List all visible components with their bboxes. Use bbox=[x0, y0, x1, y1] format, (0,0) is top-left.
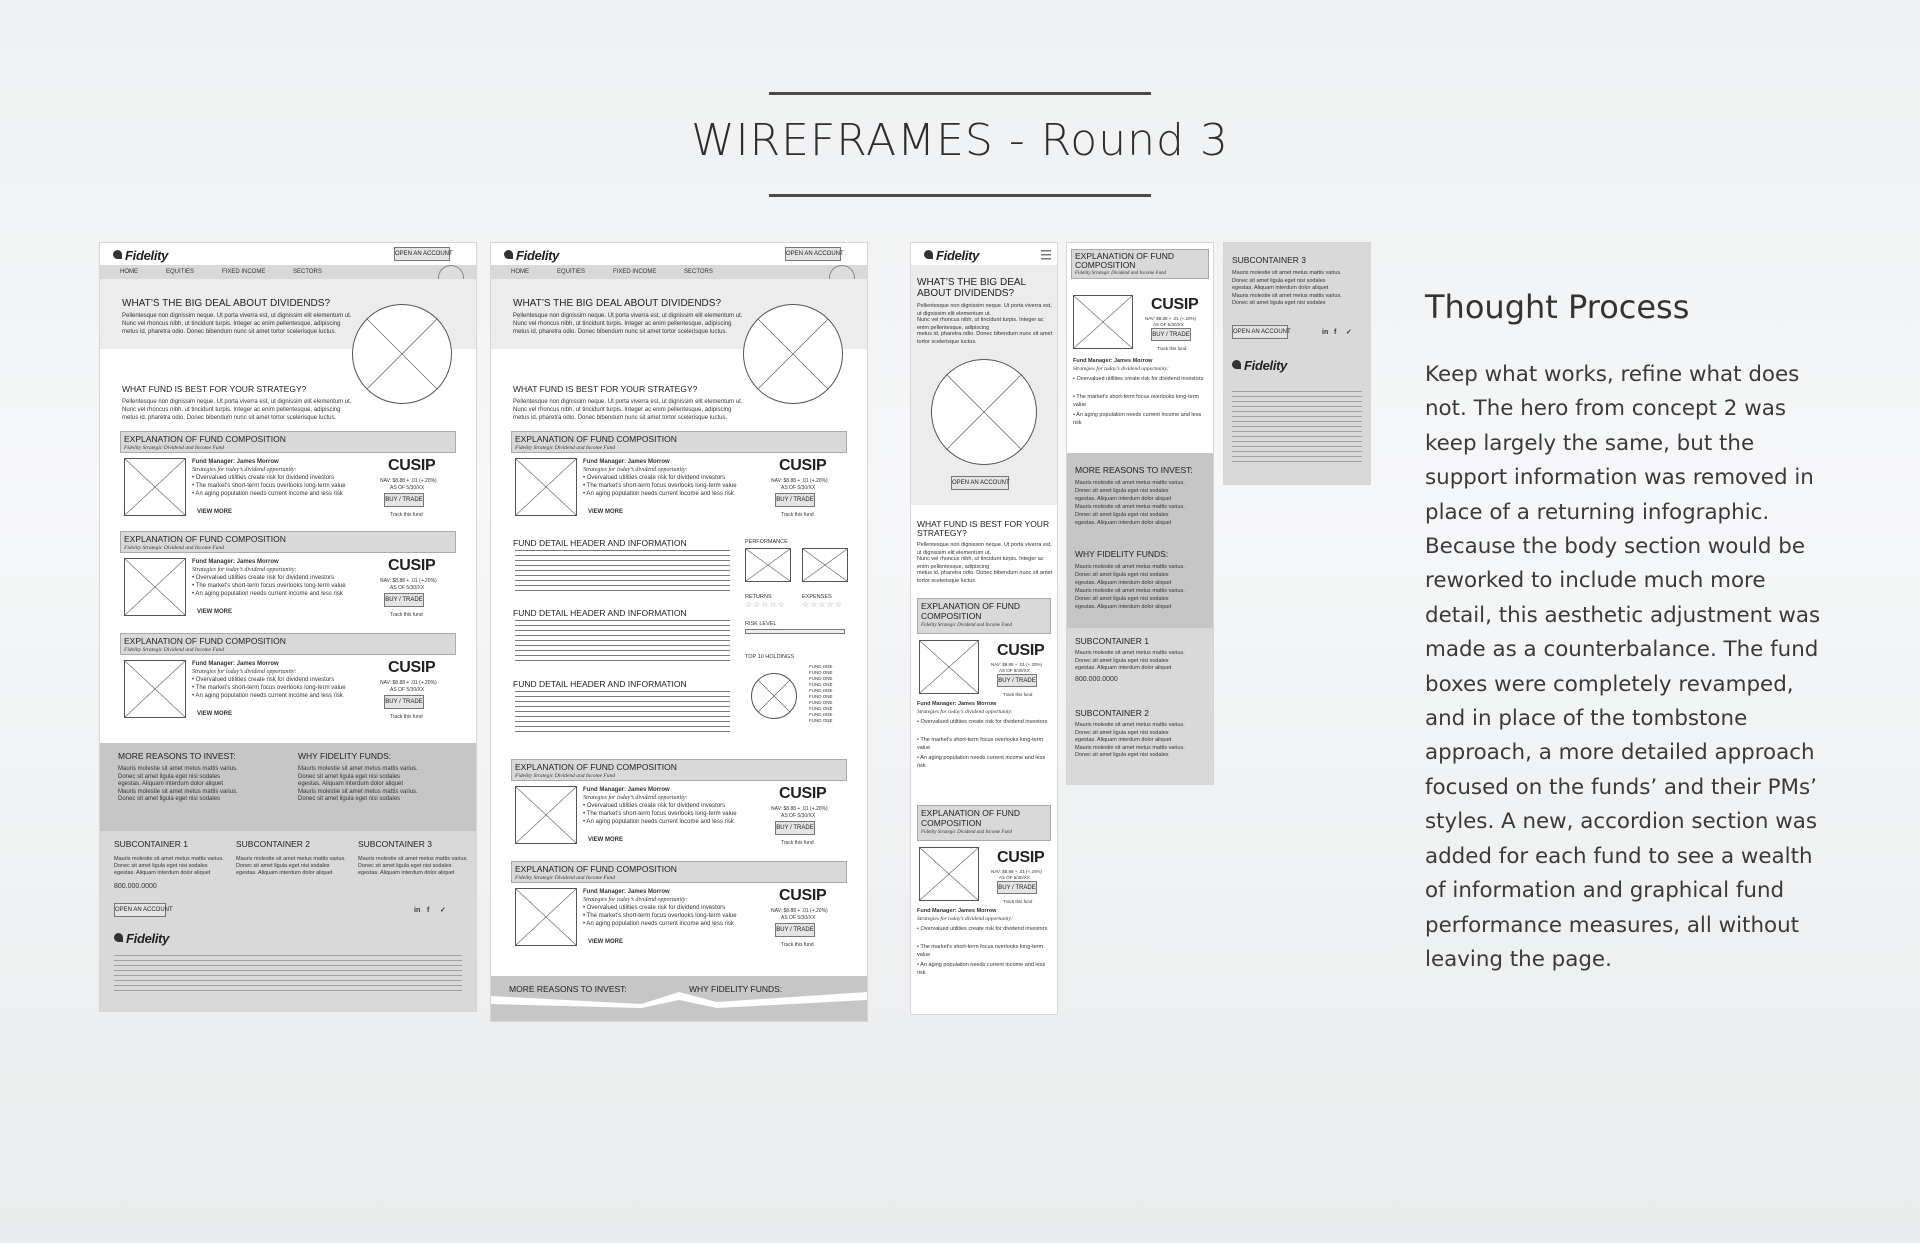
fund-bullet: • Overvalued utilities create risk for dividend investors bbox=[917, 719, 1048, 725]
hero-title-line-2: ABOUT DIVIDENDS? bbox=[917, 288, 1015, 299]
track-fund-link: Track this fund bbox=[1003, 899, 1033, 904]
fund-detail-header: FUND DETAIL HEADER AND INFORMATION bbox=[513, 679, 687, 689]
top-holdings-label: TOP 10 HOLDINGS bbox=[745, 654, 795, 660]
cusip-label: CUSIP bbox=[779, 785, 827, 802]
fund-bullet: • The market’s short-term focus overlooks long-term value bbox=[917, 737, 1044, 751]
fund-manager: Fund Manager: James Morrow bbox=[917, 701, 997, 707]
track-fund-link: Track this fund bbox=[781, 942, 814, 948]
fund-nav-price: NAV: $8.88 + .01 (+.20%) bbox=[380, 578, 437, 584]
footer-legal-text bbox=[114, 955, 462, 991]
fund-bullet: • An aging population needs current income and less risk bbox=[192, 491, 343, 497]
fund-image-placeholder bbox=[124, 458, 186, 516]
strategy-title-line-1: WHAT FUND IS BEST FOR YOUR bbox=[917, 519, 1050, 529]
fund-image-placeholder bbox=[515, 888, 577, 946]
reasons-body-line: Donec sit amet ligula eget nisi sodales bbox=[1075, 596, 1169, 602]
subcontainer-body-line: egestas. Aliquam interdum dolor aliquet bbox=[1075, 665, 1172, 671]
expenses-stars: ☆☆☆☆☆ bbox=[802, 600, 843, 609]
reasons-body-line: Mauris molestie sit amet metus mattis varius. bbox=[118, 788, 238, 795]
strategy-body-line: Nunc vel rhoncus nibh, ut tincidunt turpis. Integer ac enim pellentesque, adipiscing bbox=[513, 407, 732, 413]
fund-header-subtitle: Fidelity Strategic Dividend and Income Fund bbox=[515, 445, 616, 451]
fund-bullet: • The market’s short-term focus overlooks long-term value bbox=[192, 583, 346, 589]
holding-item: FUND ONE bbox=[809, 676, 833, 681]
fund-bullet: • The market’s short-term focus overlooks long-term value bbox=[192, 483, 346, 489]
reasons-body-line: Donec sit amet ligula eget nisi sodales bbox=[118, 773, 221, 780]
track-fund-link: Track this fund bbox=[390, 714, 423, 720]
strategy-body-line: Pellentesque non dignissim neque. Ut porta viverra est, ut dignissim elit elementum ut. bbox=[917, 542, 1052, 556]
hero-body-line: metus id, pharetra odio. Donec bibendum nunc sit amet tortor scelerisque luctus. bbox=[513, 329, 728, 335]
fund-nav-price: NAV: $8.88 + .01 (+.20%) bbox=[991, 869, 1043, 874]
fund-manager: Fund Manager: James Morrow bbox=[583, 787, 670, 793]
fund-nav-price: NAV: $8.88 + .01 (+.20%) bbox=[1145, 316, 1197, 321]
hamburger-icon[interactable] bbox=[1041, 250, 1051, 260]
returns-stars: ☆☆☆☆☆ bbox=[745, 600, 786, 609]
subcontainer-body-line: Donec sit amet ligula eget nisi sodales bbox=[358, 863, 452, 869]
fund-header-title: EXPLANATION OF FUND COMPOSITION bbox=[124, 534, 286, 544]
footer-fidelity-logo[interactable]: Fidelity bbox=[126, 931, 170, 946]
reasons-body-line: egestas. Aliquam interdum dolor aliquet bbox=[298, 781, 404, 787]
fund-manager: Fund Manager: James Morrow bbox=[1073, 358, 1153, 364]
hero-body-line: metus id, pharetra odio. Donec bibendum nunc sit amet tortor scelerisque luctus. bbox=[917, 331, 1053, 345]
fund-manager: Fund Manager: James Morrow bbox=[192, 661, 279, 667]
cusip-label: CUSIP bbox=[997, 642, 1045, 659]
strategy-title-line-2: STRATEGY? bbox=[917, 528, 967, 538]
nav-item-fixed-income[interactable]: FIXED INCOME bbox=[222, 269, 266, 275]
subcontainer-body-line: Mauris molestie sit amet metus mattis varius. bbox=[236, 856, 346, 862]
fund-bullet: • Overvalued utilities create risk for dividend investors bbox=[192, 677, 335, 683]
cusip-label: CUSIP bbox=[388, 557, 436, 574]
footer-legal-text bbox=[1232, 391, 1362, 463]
fund-image-placeholder bbox=[515, 786, 577, 844]
buy-trade-button[interactable]: BUY / TRADE bbox=[775, 923, 815, 937]
reasons-body-line: Donec sit amet ligula eget nisi sodales bbox=[1075, 572, 1169, 578]
subcontainer-body-line: egestas. Aliquam interdum dolor aliquet bbox=[1075, 737, 1172, 743]
strategy-body-line: metus id, pharetra odio. Donec bibendum nunc sit amet tortor scelerisque luctus. bbox=[917, 570, 1053, 584]
risk-level-bar bbox=[745, 629, 845, 634]
thought-process-body bbox=[1425, 358, 1850, 977]
fund-strategy: Strategies for today’s dividend opportunity: bbox=[1073, 366, 1169, 372]
nav-bar bbox=[491, 265, 867, 279]
hero-open-account-button[interactable]: OPEN AN ACCOUNT bbox=[951, 476, 1009, 490]
fund-manager: Fund Manager: James Morrow bbox=[192, 459, 279, 465]
fund-strategy: Strategies for today’s dividend opportunity: bbox=[583, 467, 688, 473]
fund-bullet: • Overvalued utilities create risk for dividend investors bbox=[192, 575, 335, 581]
reasons-body-line: Mauris molestie sit amet metus mattis varius. bbox=[1075, 564, 1185, 570]
fidelity-logo[interactable]: Fidelity bbox=[125, 248, 169, 263]
buy-trade-button[interactable]: BUY / TRADE bbox=[775, 821, 815, 835]
track-fund-link: Track this fund bbox=[390, 512, 423, 518]
fund-header-title: EXPLANATION OF FUND COMPOSITION bbox=[124, 434, 286, 444]
fund-bullet: • The market’s short-term focus overlooks long-term value bbox=[1073, 394, 1200, 408]
open-account-button[interactable]: OPEN AN ACCOUNT bbox=[785, 247, 841, 261]
fund-strategy: Strategies for today’s dividend opportunity: bbox=[192, 669, 297, 675]
view-more-link: VIEW MORE bbox=[588, 509, 624, 515]
performance-chart-1 bbox=[745, 548, 791, 582]
cusip-label: CUSIP bbox=[997, 849, 1045, 866]
cusip-label: CUSIP bbox=[779, 457, 827, 474]
phone-number: 800.000.0000 bbox=[114, 883, 157, 890]
subcontainer-title: SUBCONTAINER 1 bbox=[114, 839, 188, 849]
strategy-body-line: metus id, pharetra odio. Donec bibendum nunc sit amet tortor scelerisque luctus. bbox=[122, 415, 337, 421]
nav-item-fixed-income[interactable]: FIXED INCOME bbox=[613, 269, 657, 275]
fund-nav-price: NAV: $8.88 + .01 (+.20%) bbox=[771, 478, 828, 484]
subcontainer-body-line: egestas. Aliquam interdum dolor aliquet bbox=[236, 870, 333, 876]
nav-item-equities[interactable]: EQUITIES bbox=[166, 269, 195, 275]
fund-strategy: Strategies for today’s dividend opportunity: bbox=[192, 567, 297, 573]
fund-nav-price: NAV: $8.88 + .01 (+.20%) bbox=[771, 908, 828, 914]
page-title: WIREFRAMES - Round 3 bbox=[691, 115, 1229, 166]
fund-header-subtitle: Fidelity Strategic Dividend and Income Fund bbox=[515, 773, 616, 779]
fund-header-title: EXPLANATION OF FUND bbox=[921, 601, 1021, 611]
view-more-link: VIEW MORE bbox=[197, 509, 233, 515]
social-icon-2: ✓ bbox=[1346, 329, 1352, 336]
fund-image-placeholder bbox=[919, 847, 979, 901]
thought-process-line: focused on the funds’ and their PMs’ bbox=[1425, 774, 1817, 800]
fund-nav-price: NAV: $8.88 + .01 (+.20%) bbox=[380, 680, 437, 686]
fund-header-title: EXPLANATION OF FUND COMPOSITION bbox=[124, 636, 286, 646]
subcontainer-body-line: Donec sit amet ligula eget nisi sodales bbox=[1075, 657, 1169, 664]
fund-as-of: AS OF 5/30/XX bbox=[390, 585, 425, 591]
fund-nav-price: NAV: $8.88 + .01 (+.20%) bbox=[380, 478, 437, 484]
cusip-label: CUSIP bbox=[388, 659, 436, 676]
hero-image-placeholder bbox=[352, 304, 452, 404]
buy-trade-button[interactable]: BUY / TRADE bbox=[997, 881, 1037, 894]
footer-fidelity-logo[interactable]: Fidelity bbox=[1244, 358, 1288, 373]
strategy-title: WHAT FUND IS BEST FOR YOUR STRATEGY? bbox=[122, 384, 307, 394]
holding-item: FUND ONE bbox=[809, 700, 833, 705]
fund-strategy: Strategies for today’s dividend opportunity: bbox=[917, 916, 1013, 922]
reasons-body-line: egestas. Aliquam interdum dolor aliquet bbox=[118, 781, 224, 787]
thought-process-line: of information and graphical fund bbox=[1425, 878, 1785, 904]
cusip-label: CUSIP bbox=[779, 887, 827, 904]
thought-process-line: not. The hero from concept 2 was bbox=[1425, 396, 1786, 422]
nav-item-sectors[interactable]: SECTORS bbox=[684, 269, 713, 275]
nav-item-sectors[interactable]: SECTORS bbox=[293, 269, 322, 275]
holding-item: FUND ONE bbox=[809, 688, 833, 693]
nav-bar bbox=[100, 265, 476, 279]
reasons-body-line: Donec sit amet ligula eget nisi sodales bbox=[1075, 512, 1169, 518]
subcontainer-body-line: egestas. Aliquam interdum dolor aliquet bbox=[114, 870, 211, 876]
fund-manager: Fund Manager: James Morrow bbox=[583, 459, 670, 465]
fund-bullet: • The market’s short-term focus overlooks long-term value bbox=[917, 944, 1044, 958]
fund-as-of: AS OF 5/30/XX bbox=[390, 485, 425, 491]
reasons-body-line: Mauris molestie sit amet metus mattis varius. bbox=[1075, 480, 1185, 486]
fund-bullet: • Overvalued utilities create risk for dividend investors bbox=[583, 803, 726, 809]
hero-image-placeholder bbox=[743, 304, 843, 404]
nav-item-home[interactable]: HOME bbox=[511, 269, 529, 275]
reasons-body-line: egestas. Aliquam interdum dolor aliquet bbox=[1075, 580, 1172, 586]
subcontainer-body-line: egestas. Aliquam interdum dolor aliquet bbox=[358, 870, 455, 876]
subcontainer-body-line: Mauris molestie sit amet metus mattis varius. bbox=[1232, 292, 1342, 299]
cusip-label: CUSIP bbox=[1151, 296, 1199, 313]
fund-bullet: • An aging population needs current income and less risk bbox=[1073, 412, 1202, 426]
subcontainer-body-line: Donec sit amet ligula eget nisi sodales bbox=[114, 863, 208, 869]
why-fidelity-title: WHY FIDELITY FUNDS: bbox=[298, 751, 392, 761]
risk-level-label: RISK LEVEL bbox=[745, 621, 777, 627]
buy-trade-button[interactable]: BUY / TRADE bbox=[384, 695, 424, 709]
fund-as-of: AS OF 5/30/XX bbox=[999, 668, 1030, 673]
subcontainer-body-line: Mauris molestie sit amet metus mattis varius. bbox=[358, 856, 468, 862]
hero-image-placeholder bbox=[931, 359, 1037, 465]
reasons-body-line: egestas. Aliquam interdum dolor aliquet bbox=[1075, 520, 1172, 526]
fund-bullet: • The market’s short-term focus overlooks long-term value bbox=[583, 811, 737, 817]
subcontainer-body-line: Mauris molestie sit amet metus mattis varius. bbox=[114, 856, 224, 862]
fund-detail-header: FUND DETAIL HEADER AND INFORMATION bbox=[513, 608, 687, 618]
fund-nav-price: NAV: $8.88 + .01 (+.20%) bbox=[991, 662, 1043, 667]
wireframe-mobile-3 bbox=[1224, 243, 1370, 484]
reasons-body-line: egestas. Aliquam interdum dolor aliquet bbox=[1075, 496, 1172, 502]
social-icon-0: in bbox=[1322, 329, 1329, 336]
thought-process-line: and in place of the tombstone bbox=[1425, 706, 1748, 732]
fund-manager: Fund Manager: James Morrow bbox=[583, 889, 670, 895]
subcontainer-body-line: Donec sit amet ligula eget nisi sodales bbox=[236, 863, 330, 869]
fund-strategy: Strategies for today’s dividend opportunity: bbox=[583, 897, 688, 903]
hero-body-line: Nunc vel rhoncus nibh, ut tincidunt turpis. Integer ac enim pellentesque, adipiscing bbox=[513, 321, 732, 327]
track-fund-link: Track this fund bbox=[781, 840, 814, 846]
fund-header-title: EXPLANATION OF FUND COMPOSITION bbox=[515, 864, 677, 874]
footer-open-account-button[interactable]: OPEN AN ACCOUNT bbox=[114, 903, 166, 917]
subcontainer-title: SUBCONTAINER 1 bbox=[1075, 636, 1149, 646]
reasons-body-line: Donec sit amet ligula eget nisi sodales bbox=[118, 796, 221, 802]
strategy-body-line: Nunc vel rhoncus nibh, ut tincidunt turpis. Integer ac enim pellentesque, adipiscing bbox=[917, 556, 1044, 570]
social-icon-1: f bbox=[1334, 329, 1337, 336]
hero-body-line: Pellentesque non dignissim neque. Ut porta viverra est, ut dignissim elit elementum ut. bbox=[513, 313, 743, 319]
fund-bullet: • The market’s short-term focus overlooks long-term value bbox=[583, 913, 737, 919]
fund-image-placeholder bbox=[919, 640, 979, 694]
nav-item-equities[interactable]: EQUITIES bbox=[557, 269, 586, 275]
nav-item-home[interactable]: HOME bbox=[120, 269, 138, 275]
strategy-body-line: Nunc vel rhoncus nibh, ut tincidunt turpis. Integer ac enim pellentesque, adipiscing bbox=[122, 407, 341, 413]
subcontainer-body-line: Mauris molestie sit amet metus mattis varius. bbox=[1075, 650, 1185, 656]
hero-title: WHAT’S THE BIG DEAL ABOUT DIVIDENDS? bbox=[513, 298, 722, 309]
subcontainer-body-line: Donec sit amet ligula eget nisi sodales bbox=[1232, 277, 1326, 284]
fund-bullet: • An aging population needs current income and less risk bbox=[583, 491, 734, 497]
reasons-body-line: Mauris molestie sit amet metus mattis varius. bbox=[1075, 504, 1185, 510]
thought-process-line: support information was removed in bbox=[1425, 465, 1814, 491]
fund-header-title-2: COMPOSITION bbox=[1075, 260, 1136, 270]
title-rule-top bbox=[769, 92, 1151, 95]
thought-process-line: detail, this aesthetic adjustment was bbox=[1425, 602, 1821, 628]
fidelity-logo[interactable]: Fidelity bbox=[516, 248, 560, 263]
fund-header-subtitle: Fidelity Strategic Dividend and Income Fund bbox=[921, 623, 1012, 628]
reasons-body-line: Donec sit amet ligula eget nisi sodales bbox=[298, 773, 401, 780]
track-fund-link: Track this fund bbox=[1003, 692, 1033, 697]
social-icon-2: ✓ bbox=[440, 907, 446, 914]
buy-trade-button[interactable]: BUY / TRADE bbox=[1151, 328, 1191, 341]
fund-image-placeholder bbox=[124, 660, 186, 718]
fund-image-placeholder bbox=[515, 458, 577, 516]
fund-detail-text bbox=[515, 620, 730, 665]
buy-trade-button[interactable]: BUY / TRADE bbox=[384, 493, 424, 507]
fund-header-title: EXPLANATION OF FUND bbox=[921, 808, 1021, 818]
fund-manager: Fund Manager: James Morrow bbox=[917, 908, 997, 914]
open-account-button[interactable]: OPEN AN ACCOUNT bbox=[394, 247, 450, 261]
hero-body-line: metus id, pharetra odio. Donec bibendum nunc sit amet tortor scelerisque luctus. bbox=[122, 329, 337, 335]
view-more-link: VIEW MORE bbox=[197, 711, 233, 717]
fund-detail-text bbox=[515, 691, 730, 736]
reasons-body-line: Donec sit amet ligula eget nisi sodales bbox=[298, 796, 401, 802]
fund-detail-header: FUND DETAIL HEADER AND INFORMATION bbox=[513, 538, 687, 548]
view-more-link: VIEW MORE bbox=[588, 837, 624, 843]
wireframe-desktop-2 bbox=[491, 243, 867, 1021]
cusip-label: CUSIP bbox=[388, 457, 436, 474]
fund-header-subtitle: Fidelity Strategic Dividend and Income Fund bbox=[515, 875, 616, 881]
subcontainer-title: SUBCONTAINER 2 bbox=[1075, 708, 1149, 718]
more-reasons-title: MORE REASONS TO INVEST: bbox=[509, 984, 627, 994]
track-fund-link: Track this fund bbox=[390, 612, 423, 618]
subcontainer-title: SUBCONTAINER 2 bbox=[236, 839, 310, 849]
thought-process-line: leaving the page. bbox=[1425, 946, 1612, 972]
strategy-body-line: Pellentesque non dignissim neque. Ut porta viverra est, ut dignissim elit elementum ut. bbox=[513, 399, 743, 405]
hero-body-line: Pellentesque non dignissim neque. Ut porta viverra est, ut dignissim elit elementum ut. bbox=[917, 303, 1052, 317]
expenses-label: EXPENSES bbox=[802, 594, 832, 600]
subcontainer-body-line: Mauris molestie sit amet metus mattis varius. bbox=[1232, 270, 1342, 276]
holding-item: FUND ONE bbox=[809, 694, 833, 699]
fund-header-title: EXPLANATION OF FUND COMPOSITION bbox=[515, 434, 677, 444]
fund-as-of: AS OF 5/30/XX bbox=[781, 813, 816, 819]
thought-process-line: Because the body section would be bbox=[1425, 534, 1806, 560]
holding-item: FUND ONE bbox=[809, 718, 833, 723]
fund-header-title-2: COMPOSITION bbox=[921, 818, 982, 828]
hero-body-line: Nunc vel rhoncus nibh, ut tincidunt turpis. Integer ac enim pellentesque, adipiscing bbox=[122, 321, 341, 327]
hero-title-line-1: WHAT’S THE BIG DEAL bbox=[917, 277, 1027, 288]
subcontainer-title: SUBCONTAINER 3 bbox=[358, 839, 432, 849]
holdings-chart bbox=[751, 673, 797, 719]
fund-header-subtitle: Fidelity Strategic Dividend and Income Fund bbox=[921, 830, 1012, 835]
holding-item: FUND ONE bbox=[809, 682, 833, 687]
wireframe-desktop-1 bbox=[100, 243, 476, 1011]
fund-bullet: • An aging population needs current income and less risk bbox=[917, 962, 1046, 976]
fund-nav-price: NAV: $8.88 + .01 (+.20%) bbox=[771, 806, 828, 812]
thought-process-line: keep largely the same, but the bbox=[1425, 430, 1755, 456]
holding-item: FUND ONE bbox=[809, 664, 833, 669]
thought-process-line: boxes were completely revamped, bbox=[1425, 671, 1794, 697]
view-more-link: VIEW MORE bbox=[588, 939, 624, 945]
why-fidelity-title: WHY FIDELITY FUNDS: bbox=[1075, 549, 1169, 559]
thought-process-title: Thought Process bbox=[1425, 288, 1690, 326]
fund-header-subtitle: Fidelity Strategic Dividend and Income Fund bbox=[1075, 271, 1166, 276]
fund-strategy: Strategies for today’s dividend opportunity: bbox=[917, 709, 1013, 715]
reasons-body-line: Mauris molestie sit amet metus mattis varius. bbox=[298, 788, 418, 795]
reasons-body-line: egestas. Aliquam interdum dolor aliquet bbox=[1075, 604, 1172, 610]
fund-bullet: • An aging population needs current income and less risk bbox=[583, 819, 734, 825]
fund-header-subtitle: Fidelity Strategic Dividend and Income Fund bbox=[124, 545, 225, 551]
fund-as-of: AS OF 5/30/XX bbox=[781, 485, 816, 491]
track-fund-link: Track this fund bbox=[1157, 346, 1187, 351]
fund-bullet: • Overvalued utilities create risk for dividend investors bbox=[583, 905, 726, 911]
reasons-body-line: Mauris molestie sit amet metus mattis varius. bbox=[118, 766, 238, 772]
holding-item: FUND ONE bbox=[809, 670, 833, 675]
strategy-body-line: Pellentesque non dignissim neque. Ut porta viverra est, ut dignissim elit elementum ut. bbox=[122, 399, 352, 405]
thought-process-line: Keep what works, refine what does bbox=[1425, 362, 1800, 387]
social-icon-0: in bbox=[414, 907, 421, 914]
buy-trade-button[interactable]: BUY / TRADE bbox=[775, 493, 815, 507]
wireframe-mobile-1 bbox=[911, 243, 1057, 1014]
reasons-body-line: Mauris molestie sit amet metus mattis varius. bbox=[298, 766, 418, 772]
buy-trade-button[interactable]: BUY / TRADE bbox=[384, 593, 424, 607]
fund-bullet: • Overvalued utilities create risk for dividend investors bbox=[917, 926, 1048, 932]
fund-header-title-2: COMPOSITION bbox=[921, 611, 982, 621]
fund-header-title: EXPLANATION OF FUND bbox=[1075, 251, 1175, 261]
fund-bullet: • The market’s short-term focus overlooks long-term value bbox=[583, 483, 737, 489]
fund-as-of: AS OF 5/30/XX bbox=[390, 687, 425, 693]
footer-open-account-button[interactable]: OPEN AN ACCOUNT bbox=[1232, 325, 1288, 339]
fund-bullet: • An aging population needs current income and less risk bbox=[917, 755, 1046, 769]
subcontainer-body-line: Mauris molestie sit amet metus mattis varius. bbox=[1075, 722, 1185, 728]
fund-bullet: • An aging population needs current income and less risk bbox=[192, 693, 343, 699]
subcontainer-body-line: Donec sit amet ligula eget nisi sodales bbox=[1075, 729, 1169, 736]
thought-process-line: place of a returning infographic. bbox=[1425, 499, 1770, 525]
track-fund-link: Track this fund bbox=[781, 512, 814, 518]
view-more-link: VIEW MORE bbox=[197, 609, 233, 615]
fund-bullet: • An aging population needs current income and less risk bbox=[192, 591, 343, 597]
fund-bullet: • The market’s short-term focus overlooks long-term value bbox=[192, 685, 346, 691]
fund-bullet: • Overvalued utilities create risk for dividend investors bbox=[583, 475, 726, 481]
hero-title: WHAT’S THE BIG DEAL ABOUT DIVIDENDS? bbox=[122, 298, 331, 309]
more-reasons-title: MORE REASONS TO INVEST: bbox=[1075, 465, 1193, 475]
fund-as-of: AS OF 5/30/XX bbox=[1153, 322, 1184, 327]
fund-strategy: Strategies for today’s dividend opportunity: bbox=[192, 467, 297, 473]
thought-process-line: approach, a more detailed approach bbox=[1425, 740, 1815, 766]
more-reasons-title: MORE REASONS TO INVEST: bbox=[118, 751, 236, 761]
fund-image-placeholder bbox=[124, 558, 186, 616]
title-rule-bottom bbox=[769, 194, 1151, 197]
thought-process-line: reworked to include much more bbox=[1425, 568, 1766, 594]
wireframe-mobile-2 bbox=[1067, 243, 1213, 784]
hero-body-line: Nunc vel rhoncus nibh, ut tincidunt turpis. Integer ac enim pellentesque, adipiscing bbox=[917, 317, 1044, 331]
strategy-title: WHAT FUND IS BEST FOR YOUR STRATEGY? bbox=[513, 384, 698, 394]
fund-bullet: • Overvalued utilities create risk for dividend investors bbox=[192, 475, 335, 481]
fund-strategy: Strategies for today’s dividend opportunity: bbox=[583, 795, 688, 801]
fund-bullet: • Overvalued utilities create risk for dividend investors bbox=[1073, 376, 1204, 382]
thought-process-line: styles. A new, accordion section was bbox=[1425, 809, 1817, 835]
subcontainer-title: SUBCONTAINER 3 bbox=[1232, 255, 1306, 265]
buy-trade-button[interactable]: BUY / TRADE bbox=[997, 674, 1037, 687]
thought-process-line: made as a counterbalance. The fund bbox=[1425, 637, 1819, 663]
strategy-body-line: metus id, pharetra odio. Donec bibendum nunc sit amet tortor scelerisque luctus. bbox=[513, 415, 728, 421]
subcontainer-body-line: Mauris molestie sit amet metus mattis varius. bbox=[1075, 744, 1185, 751]
fund-bullet: • An aging population needs current income and less risk bbox=[583, 921, 734, 927]
fund-manager: Fund Manager: James Morrow bbox=[192, 559, 279, 565]
fund-as-of: AS OF 5/30/XX bbox=[781, 915, 816, 921]
subcontainer-body-line: Donec sit amet ligula eget nisi sodales bbox=[1232, 300, 1326, 306]
returns-label: RETURNS bbox=[745, 594, 772, 600]
fund-as-of: AS OF 5/30/XX bbox=[999, 875, 1030, 880]
fund-image-placeholder bbox=[1073, 295, 1133, 349]
reasons-body-line: Mauris molestie sit amet metus mattis varius. bbox=[1075, 588, 1185, 594]
why-fidelity-title: WHY FIDELITY FUNDS: bbox=[689, 984, 783, 994]
fund-header-subtitle: Fidelity Strategic Dividend and Income Fund bbox=[124, 445, 225, 451]
fund-header-subtitle: Fidelity Strategic Dividend and Income Fund bbox=[124, 647, 225, 653]
reasons-body-line: Donec sit amet ligula eget nisi sodales bbox=[1075, 488, 1169, 494]
holding-item: FUND ONE bbox=[809, 712, 833, 717]
subcontainer-body-line: Donec sit amet ligula eget nisi sodales bbox=[1075, 752, 1169, 758]
fund-detail-text bbox=[515, 550, 730, 595]
hero-body-line: Pellentesque non dignissim neque. Ut porta viverra est, ut dignissim elit elementum ut. bbox=[122, 313, 352, 319]
thought-process-line: performance measures, all without bbox=[1425, 912, 1800, 938]
social-icon-1: f bbox=[427, 907, 430, 914]
phone-number: 800.000.0000 bbox=[1075, 676, 1118, 683]
subcontainer-body-line: egestas. Aliquam interdum dolor aliquet bbox=[1232, 285, 1329, 291]
fund-header-title: EXPLANATION OF FUND COMPOSITION bbox=[515, 762, 677, 772]
thought-process-line: added for each fund to see a wealth bbox=[1425, 843, 1813, 869]
performance-chart-2 bbox=[802, 548, 848, 582]
holding-item: FUND ONE bbox=[809, 706, 833, 711]
performance-label: PERFORMANCE bbox=[745, 539, 788, 545]
fidelity-logo[interactable]: Fidelity bbox=[936, 248, 980, 263]
